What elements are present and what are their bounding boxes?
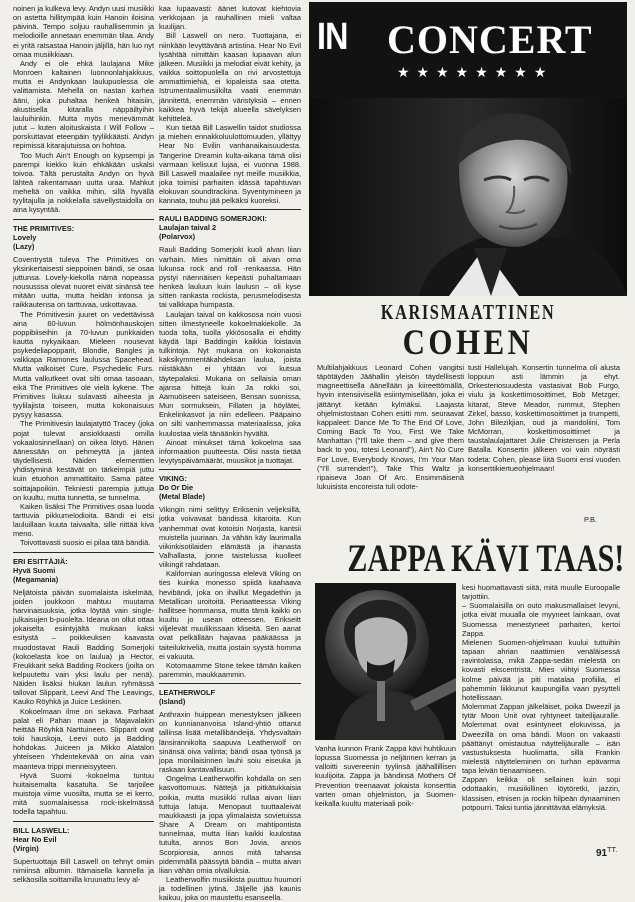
paragraph: Anthraxin huippean menestyksen jälkeen on kunniananvoisa Island-yhtiö ottanut tallinsa lisää metallibändeijä. Yhdysvaltain länsirannikolta saapuva Leatherwolf on sinänsä oiva valinta; bändi osaa työnsä ja jopa monilaisinnen lauhi soiu eiseuka ja raskaan kantavallisuun.	[159, 710, 301, 775]
paragraph: Laulajan taival on kakkososa noin vuosi sitten ilmestyneelle kokoelmakiekolle. Ja tuoda tolta, tuolla ykkösosalla ei ehditty käydä läpi Baddingin kaikkia loistavia tulkintoja. Nyt mukana on kokonaista kaksikymmentäkahdeksan laulua, joista niistäkään ei yhtään voi kutsua täytepalaksi. Mukana on sellaisia oman ajansa hittejä kuin Ja rokki soi, Aamuöiseen sateiseen, Bensan suonissa, Mun sormuksein, Fillaten ja höylätei, Enkelinkasvot ja niin edelleen. Pääpaino on silti vanhemmassa materiaalissa, joka kuulostaa vielä tänäänkin hyvältä.	[159, 309, 301, 438]
review-body-viking	[159, 505, 301, 679]
paragraph: Kaiken lisäksi The Primitives osaa luoda tarttuvia pikkumelodioita. Bändi ei etsi lauluillaan kuuta taivaalta, sille riittää kiva meno.	[13, 501, 154, 539]
paragraph: The Primitivesin juuret on vedettävissä aina 60-luvun hölmönhauskojen poppibiiseihin ja 70-luvun punkkaiden kautta nykyaikaan. Mieleen nousevat psykedeliapopparit, Blondie, Bangles ja valkkapa Ramones laulussa Spacehead. Mutta valkoiset Cure, Psychedelic Furs. Mutta valkutkeet ovat silti omaa tasoaan, eikä The Primitives ole vielä kykene. The Primitives liukuu sulavasti aiheesta ja tyylilajista toiseen, mutta kokonaisuus pysyy kasassa.	[13, 309, 154, 420]
paragraph: Toivottavasti suosio ei pilaa tätä bändiä.	[20, 538, 151, 548]
review-album-title: Do Or Die	[159, 483, 194, 493]
cohen-photo	[309, 98, 627, 296]
banner-word-concert: CONCERT	[387, 17, 593, 62]
paragraph: Multilahjakkuus Leonard Cohen vangitsi täpötäyden Jäähallin yleisön täydellisesti magneettisella äänellään ja kiireettömällä, hyvin intensiivisellä esiintymisellään, joka ei jättänyt ketään kylmäksi. Laajasta ohjelmistostaan Cohen esitti mm. seuraavat kappaleet: Dance Me To The End Of Love, Coming Back To You, First We Take Manhattan ("I'll take them – and give them back to you, totesi Leonard"), Ain't No Cure For Love, Everybody Knows, I'm Your Man ("I'll surrender!"), Take This Waltz ja ripaiseva Joan Of Arc. Ensimmäisenä lukuisista encoreista tuli odote-	[317, 363, 464, 492]
page-number: 91	[596, 848, 608, 859]
review-label: (Virgin)	[13, 843, 39, 853]
paragraph: Supertuottaja Bill Laswell on tehnyt omiin nimiinsä albumin. Itämaisella kannella ja selkäosilla soittamilla kruunattu levy al-	[13, 856, 154, 884]
review-heading-laswell	[13, 826, 154, 853]
review-body-badding	[159, 245, 301, 465]
paragraph: Andy ei ole ehkä laulajana Mike Monroen kaltainen luonnonlahjakkuus, mutta ei Andynkaan laulupuolessa ole valittamista. Mehellä on nastan karhea ääni, joka puhaltaa henkeä hitaisiin, akustisella kitaralla näppäiltyihin lauluihinkin. Mutta myös menevämmät jutut – kuten aloituskaista I Will Follow – porskuttavat eteenpäin tyylikkäästi. Andyn repimissä kitarajutuissa on hohtoa.	[13, 58, 154, 151]
banner-stars: ★★★★★★★★	[397, 64, 554, 80]
paragraph: Vanha kunnon Frank Zappa kävi huhtikuun lopussa Suomessa jo neljännen kerran ja valloitti suvereenin tyylinsä jäähallillisen kuulijoita. Zappa ja bändinsä Mothers Of Prevention treenaavat jokaista konserttia varten oman ohjelmiston, ja Suomen-keikalla kuultu materiaali poik-	[315, 744, 456, 808]
paragraph: Hyvä Suomi -kokoelma tuntuu huitaisemalta kasatulta. Se tarjoilee muistoja viime vuosilta, mutta se ei kerro, mitä suomalaisessa rock-iskelmässä todella tapahtuu.	[13, 770, 154, 817]
paragraph: Too Much Ain't Enough on kypsempi ja parempi kiekko kuin ehkäkään uskalsi toivoa. Tältä perustalta Andyn on hyvä lähteä rakentamaan uutta uraa. Mahkut meheltä on vaikka mihin, sillä hyvällä tyylitajulla ja nokkelalla sävellystaidolla on aina kysyntää.	[13, 150, 154, 215]
paragraph: Ainoat minukset tämä kokoelma saa informaation puutteesta. Olisi nasta tietää levytyspäivämäärät, muusikot ja tuottajat.	[159, 437, 301, 466]
divider	[13, 219, 154, 220]
zappa-photo	[315, 583, 456, 740]
review-artist: LEATHERWOLF	[159, 688, 215, 698]
review-heading-hyva-suomi	[13, 557, 154, 584]
paragraph: Kotomaamme Stone tekee tämän kaiken paremmin, maukkaammin.	[159, 660, 301, 679]
review-label: (Megamania)	[13, 574, 59, 584]
col2-intro	[159, 4, 301, 205]
paragraph: Leatherwolfin musiikista puuttuu huumori ja todellinen jytinä. Jäljelle jää kaunis kaikuu, joka on maustettu esanseella.	[159, 874, 301, 902]
review-heading-leatherwolf	[159, 688, 301, 706]
divider	[159, 683, 301, 684]
review-body-leatherwolf	[159, 710, 301, 902]
paragraph: noinen ja kulkeva levy. Andyn uusi musiikki on astetta hillitympää kuin Hanoin iloisina päivinä. Tempo soljuu rauhallisemmin ja melodioille annetaan enemmän tilaa. Andy ei yritä ratsastaa Hanoin jäljillä, hän luo nyt omaa musiikkiaan.	[13, 4, 154, 59]
review-column-2	[159, 4, 301, 902]
cohen-title-line-2: COHEN	[402, 322, 534, 362]
paragraph: Kun tietää Bill Laswellin taidot studiossa ja miehen ennakkoluulottomuuden, yllättyy Hear No Evilin vanhanaikaisuudesta. Tangerine Dreamin kulta-aikana tämä olisi varmaan kelisuut lujaa, ei vuonna 1988. Bill Laswell maalailee nyt meille musiikkia, joka toimisi parhaiten idässä tapahtuvan elokuvan soundtrackina. Syventymineen ja kannata, touhu jää pelkäksi kuoreksi.	[159, 123, 301, 206]
cohen-title-line-1: KARISMAATTINEN	[380, 300, 556, 324]
review-column-1	[13, 4, 154, 884]
review-label: (Metal Blade)	[159, 492, 205, 502]
cohen-article-signature: P.B.	[584, 515, 598, 524]
divider	[159, 209, 301, 210]
cohen-article-column-1	[317, 363, 464, 533]
review-album-title: Lovely	[13, 232, 37, 242]
divider	[13, 552, 154, 553]
zappa-portrait-illustration	[315, 583, 456, 740]
paragraph: kaa lupaavasti: äänet kutovat kiehtovia verkkojaan ja rauhallinen mieli valtaa kuulijan.	[159, 4, 301, 32]
divider	[13, 821, 154, 822]
review-heading-badding	[159, 214, 301, 241]
paragraph: Bill Laswell on nero. Tuottajana, ei niinkään levyttävänä artistina. Hear No Evil lysähtää nimittäin kaasan lupaavan alun jälkeen. Musiikki ja melodiat eivät kehity, ja vaikka soittopuolella on rivi arvostettuja ammattimiehiä, ei kipaleista saa otetta. Istrumentaalimusiikilta vaatii enemmän jännitettä, enemmän väristyksiä – ennen kaikkea hyvä tekijä alueella sävelyksen kehitteleä.	[159, 31, 301, 123]
paragraph: Kalifornian auringossa elelevä Viking on ties kuinka monesso spiidä kaahaava hevibändi, joka on ihaillut Megadethin ja Metallican uroitoitä. Periaatteessa Viking hallitsee hommansa, mutta tämä kaikki on kuultu jo usean otteessen. Erikseitt viljelevät muulikissaan kliseitä. Sen aanat ovat pelkällään hajavaa pääkäässa ja taiteilukriveliä, mutta jostain syystä homma ei vakuuta.	[159, 569, 301, 661]
review-heading-viking	[159, 474, 301, 501]
review-artist: BILL LASWELL:	[13, 825, 70, 835]
zappa-article-signature: TT.	[607, 845, 618, 854]
review-label: (Lazy)	[13, 241, 35, 251]
paragraph: kesi huomattavasti siitä, mitä muulle Euroopalle tarjottiin. – Suomalaisilla on outo makusmallaiset levyni, jotka eivät muualla ole myyneet lainkaan, ovat Suomessa menestyneet parhaiten, kertoi Zappa. Mielenen Suomen-ohjelmaan kuului tuttuihin tapaan ahrian naattimien venäläisessä ravintolassa, mikä Zappa-sedän mielestä on kovasti ekscentristä. Mies viihtyi Suomessa kolme päivää ja piti matalaa profiilia, el pahemmin liikkunut kaupungilla vaan pysytteli hotellissaan. Molemmat Zappan jälkeläiset, poika Dweezil ja tytär Moon Unit ovat ryhtyneet taiteilijauralle. Molemmat ovat esiintyneet elokuvissa, ja Dweezillä on oma bändi. Moon on vakaasti päättänyt omistautua näyttelijäuralle – isän vastustuksesta huolimatta, sillä Frankin mielestä näytteleminen on turhan epävarma tapa leivän tienaamiseen. Zappan keikka oli sellainen kuin sopi odottaakin, musiikillinen löytöretki, jazzin, klassisen, etnisen ja rockin hilpeän dynaaminen potpourri. Taksi tuntia jännittävää elämyksiä.	[462, 583, 620, 812]
review-artist: VIKING:	[159, 474, 187, 484]
banner-word-in: IN	[317, 16, 348, 58]
zappa-article-column-1	[315, 744, 456, 852]
paragraph: Neljätoista päivän suomalaista iskelmää, joiden joukkoon mahtuu muutama harvinaisuuksia, jotka löytää vain single-julkaisujen b-puolelta. Ideana on ollut ottaa jokaiselta esiintyjältä mukaan kaksi esitystä – poikkeuksen kaavasta muodostavat Rauli Badding Somerjoki (kokoelasta koe on laulua) ja Hector, Freukkarit sekä Badding Rockers (joilta on kelpuutettu vain yksi laulu per nenä). Näiden lisäksi hiukan laulun ryhmässä tallovat Slipparit, Leevi And The Leavings, Kauko Röyhkä ja Juice Leskinen.	[13, 587, 154, 707]
zappa-article-title: ZAPPA KÄVI TAAS!	[347, 537, 625, 580]
review-body-primitives	[13, 255, 154, 548]
col1-intro	[13, 4, 154, 215]
review-label: (Island)	[159, 697, 186, 707]
divider	[159, 469, 301, 470]
paragraph: Kokoelmaan ilme on sekava. Parhaat palat eli Pahan maan ja Majavalakin heittää Röyhkä Narttuineen. Slipparit ovat toki hauskoja, Leevi outo ja Badding hohdokas. Juiceen ja Mikko Alatalon yhteiseen Yhdentekevää on aina vain maanteva trippi menneisyyteen.	[13, 706, 154, 771]
review-label: (Polarvox)	[159, 232, 196, 242]
review-album-title: Hyvä Suomi	[13, 565, 56, 575]
cohen-portrait-illustration	[309, 98, 627, 296]
paragraph: The Primitivesin laulajatyttö Tracey (joka pojat tulevat ansiokkaasti omilla vokaalosinnellaan) on oikea lötyö. Hänen äänessään on pehmeyttä ja jänteä täydellisesti. Näiden elementtien yhdistyminä kestävät on tärkeimpiä juttu kuin etuohon ammattitaito. Sama pätee soittajapoikiin. Tekniesti parempia juttuja on kuultu, mutta tunnetta, se tunnelma.	[13, 419, 154, 502]
review-artist: RAULI BADDING SOMERJOKI:	[159, 214, 267, 224]
paragraph: Coventrystä tuleva The Primitives on yksinkertaisesti sieppoinen bändi, se osaa juttunsa. Lovely-kiekolla nämä nopeassa noususssa olevat nuoret eivät sinänsä tee mitään uutta, mutta heidän intonsa ja raikkautensa on tarttuvaa, uskottavaa.	[13, 254, 154, 310]
paragraph: Rauli Badding Somerjoki kuoli alvan liian varhain. Mies nimittäin oli aivan oma lukunsa rock and roll -renkaassa. Hän pystyi näennäisen kepeästi puhaltamaan henkeä lauluun kuin laulusn – oli kyse sitten rankasta rockista, perusmelodisesta tai valkkapa humpasta.	[159, 245, 301, 310]
review-artist: THE PRIMITIVES:	[13, 223, 75, 233]
cohen-article-column-2	[468, 363, 620, 535]
paragraph: tusti Hallelujah. Konsertin tunnelma oli alusta loppuun asti lämmin ja ehyt. Orkesteriosuudesta vastasivat Bob Furgo, viulu ja koskettimosoittimet, Bob Metzger, kitarat, Steve Meador, rummut, Stephen Zirkel, basso, koskettimosoittimet ja trumpetti, John Bilezikjian, oud ja mandoliini, Tom McMorran, koskettimosoittimet ja taustalaulajattaret Julie Christensen ja Perla Batalla. Konsertin jälkeen voi vain nöyrästi todeta: Cohen, please liitä Suomi ensi vuoden konserttikiertueohjelmaan!	[468, 363, 620, 473]
paragraph: Vikingin nimi selittyy Eriksenin veljeksillä, jotka voivavaat bändissä kitaroita. Kun vanhemmat ovat kotoisin Norjasta, kantsii muistella juuriaan. Ja vähän käy laurimalla viikinkisotilaiden elämästä ja ihanasta Valhallasta, jonne taistelussa kuolleet viikingit rahdataan.	[159, 505, 301, 570]
review-body-laswell	[13, 857, 154, 884]
review-album-title: Laulajan taival 2	[159, 223, 217, 233]
review-album-title: Hear No Evil	[13, 834, 57, 844]
review-artist: ERI ESITTÄJIÄ:	[13, 556, 68, 566]
zappa-article-column-2	[462, 583, 620, 851]
paragraph: Ongelma Leatherwolfin kohdalla on sen kasvottomuus. Nättejä ja pitkätukkaisia poikia, mutta musiikki rullaa aivan liian tuttuja latuja. Menopaut tuuttaaleivät maukkaasti ja jopa ylimalaista sovietuissa Share A Dream on mahtipontista tunnelmaa, mutta liian kaikki kuulostaa tutulta, annos Bon Jovia, annos Scorpionsia, annos mitä tahansa pidemmällä päässytä bändiä – mutta aivan liian vähän omia olvalluksia.	[159, 774, 301, 875]
cohen-article-title	[311, 300, 625, 363]
in-concert-banner	[309, 2, 627, 98]
review-body-hyva-suomi	[13, 588, 154, 817]
review-heading-primitives	[13, 224, 154, 251]
